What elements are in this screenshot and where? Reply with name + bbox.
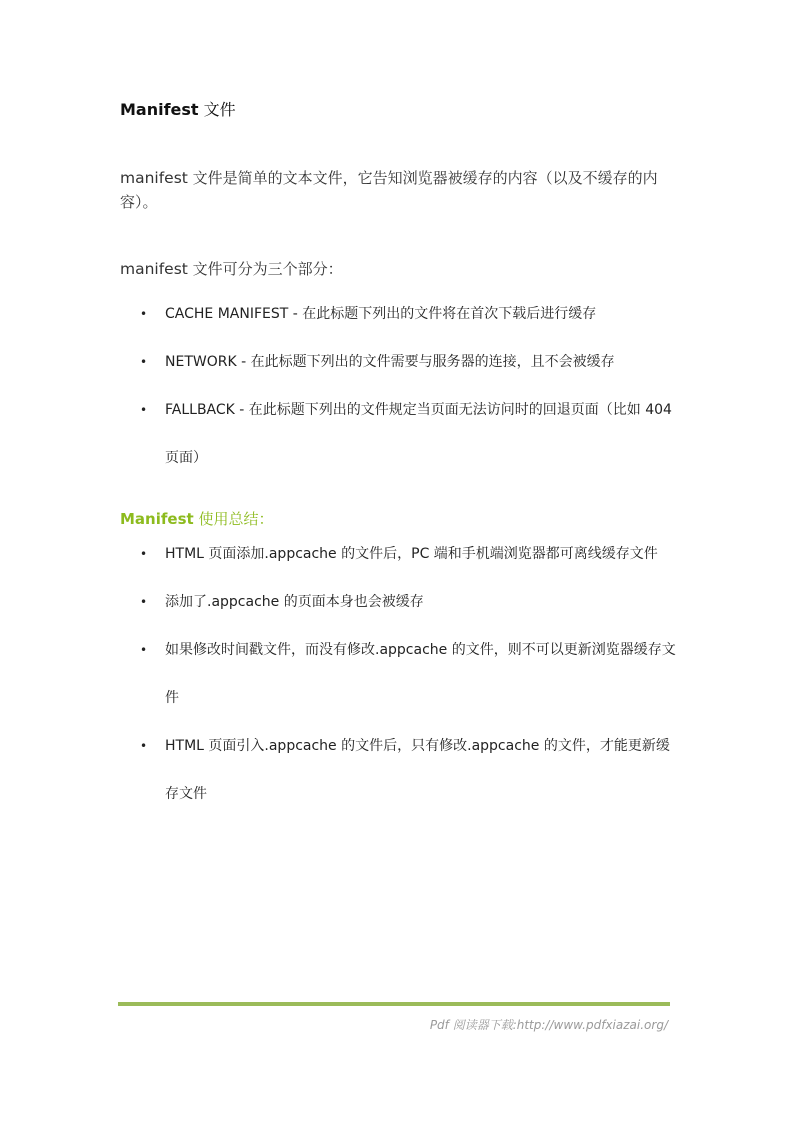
list-item-text: NETWORK - 在此标题下列出的文件需要与服务器的连接，且不会被缓存 bbox=[165, 354, 615, 370]
list-item bbox=[120, 530, 680, 578]
list-item-text: FALLBACK - 在此标题下列出的文件规定当页面无法访问时的回退页面（比如 404 页面） bbox=[165, 402, 672, 466]
list-item-text: HTML 页面添加.appcache 的文件后，PC 端和手机端浏览器都可离线缓存文件 bbox=[165, 546, 658, 562]
bullet-icon: • bbox=[140, 595, 148, 609]
sections-list bbox=[120, 290, 680, 482]
list-item-text: 添加了.appcache 的页面本身也会被缓存 bbox=[165, 594, 424, 610]
footer-divider bbox=[118, 1002, 670, 1006]
sections-intro-en: manifest bbox=[120, 260, 188, 278]
sections-intro-paragraph bbox=[120, 257, 680, 281]
sections-intro-cn: 文件可分为三个部分： bbox=[187, 260, 343, 278]
page-title bbox=[120, 97, 236, 120]
bullet-icon: • bbox=[140, 307, 148, 321]
list-item bbox=[120, 290, 680, 338]
bullet-icon: • bbox=[140, 547, 148, 561]
bullet-icon: • bbox=[140, 403, 148, 417]
list-item bbox=[120, 386, 680, 482]
list-item bbox=[120, 338, 680, 386]
list-item-text: CACHE MANIFEST - 在此标题下列出的文件将在首次下载后进行缓存 bbox=[165, 306, 597, 322]
intro-paragraph-cn: 文件是简单的文本文件，它告知浏览器被缓存的内容（以及不缓存的内容）。 bbox=[120, 169, 658, 211]
page-title-cn: 文件 bbox=[198, 100, 236, 119]
list-item-text: 如果修改时间戳文件，而没有修改.appcache 的文件，则不可以更新浏览器缓存文件 bbox=[165, 642, 676, 706]
list-item bbox=[120, 578, 680, 626]
list-item-text: HTML 页面引入.appcache 的文件后，只有修改.appcache 的文件，才能更新缓存文件 bbox=[165, 738, 670, 802]
bullet-icon: • bbox=[140, 739, 148, 753]
page-title-en: Manifest bbox=[120, 100, 199, 119]
summary-heading-en: Manifest bbox=[120, 510, 194, 528]
footer-download-link[interactable]: Pdf 阅读器下载:http://www.pdfxiazai.org/ bbox=[429, 1018, 668, 1032]
bullet-icon: • bbox=[140, 355, 148, 369]
summary-heading bbox=[120, 508, 273, 529]
summary-list bbox=[120, 530, 680, 818]
bullet-icon: • bbox=[140, 643, 148, 657]
summary-heading-cn: 使用总结： bbox=[193, 510, 274, 528]
intro-paragraph bbox=[120, 166, 680, 214]
list-item bbox=[120, 722, 680, 818]
list-item bbox=[120, 626, 680, 722]
intro-paragraph-en: manifest bbox=[120, 169, 188, 187]
